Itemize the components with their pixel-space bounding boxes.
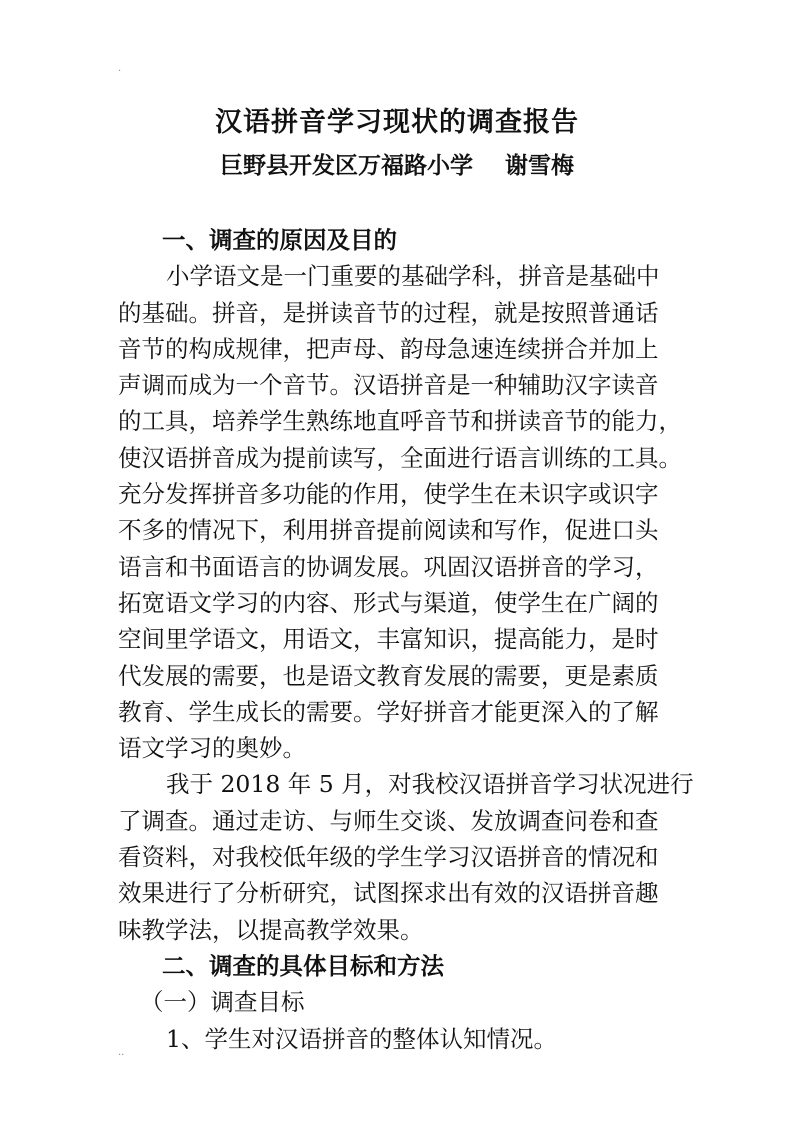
paragraph-line: 拓宽语文学习的内容、形式与渠道，使学生在广阔的 (118, 588, 659, 617)
paragraph-line: 小学语文是一门重要的基础学科，拼音是基础中 (166, 262, 660, 291)
paragraph-line: 不多的情况下，利用拼音提前阅读和写作，促进口头 (118, 516, 659, 545)
paragraph-line: 使汉语拼音成为提前读写，全面进行语言训练的工具。 (118, 443, 682, 472)
paragraph-line: 教育、学生成长的需要。学好拼音才能更深入的了解 (118, 697, 659, 726)
paragraph-line: 的基础。拼音，是拼读音节的过程，就是按照普通话 (118, 298, 659, 327)
section-heading-1: 一、调查的原因及目的 (162, 226, 397, 254)
subsection-heading: （一）调查目标 (140, 988, 305, 1017)
paragraph-line: 空间里学语文，用语文，丰富知识，提高能力，是时 (118, 625, 659, 654)
paragraph-line: 我于 2018 年 5 月，对我校汉语拼音学习状况进行 (166, 770, 694, 799)
report-title: 汉语拼音学习现状的调查报告 (215, 107, 579, 138)
paragraph-line: 语言和书面语言的协调发展。巩固汉语拼音的学习， (118, 552, 659, 581)
paragraph-line: 效果进行了分析研究，试图探求出有效的汉语拼音趣 (118, 879, 659, 908)
paragraph-line: 味教学法，以提高教学效果。 (118, 915, 424, 944)
paragraph-line: 了调查。通过走访、与师生交谈、发放调查问卷和查 (118, 806, 659, 835)
paragraph-line: 代发展的需要，也是语文教育发展的需要，更是素质 (118, 661, 659, 690)
paragraph-line: 声调而成为一个音节。汉语拼音是一种辅助汉字读音 (118, 371, 659, 400)
paragraph-line: 看资料，对我校低年级的学生学习汉语拼音的情况和 (118, 843, 659, 872)
list-item: 1、学生对汉语拼音的整体认知情况。 (166, 1024, 557, 1053)
paragraph-line: 语文学习的奥妙。 (118, 734, 306, 763)
section-heading-2: 二、调查的具体目标和方法 (162, 951, 444, 980)
paragraph-line: 音节的构成规律，把声母、韵母急速连续拼合并加上 (118, 334, 659, 363)
report-author-line: 巨野县开发区万福路小学 谢雪梅 (219, 152, 575, 179)
page-mark-bottom: .. (118, 1047, 125, 1058)
report-body (118, 222, 698, 1057)
paragraph-line: 的工具，培养学生熟练地直呼音节和拼读音节的能力， (118, 407, 682, 436)
page-mark-top: . (118, 63, 122, 74)
paragraph-line: 充分发挥拼音多功能的作用，使学生在未识字或识字 (118, 480, 659, 509)
